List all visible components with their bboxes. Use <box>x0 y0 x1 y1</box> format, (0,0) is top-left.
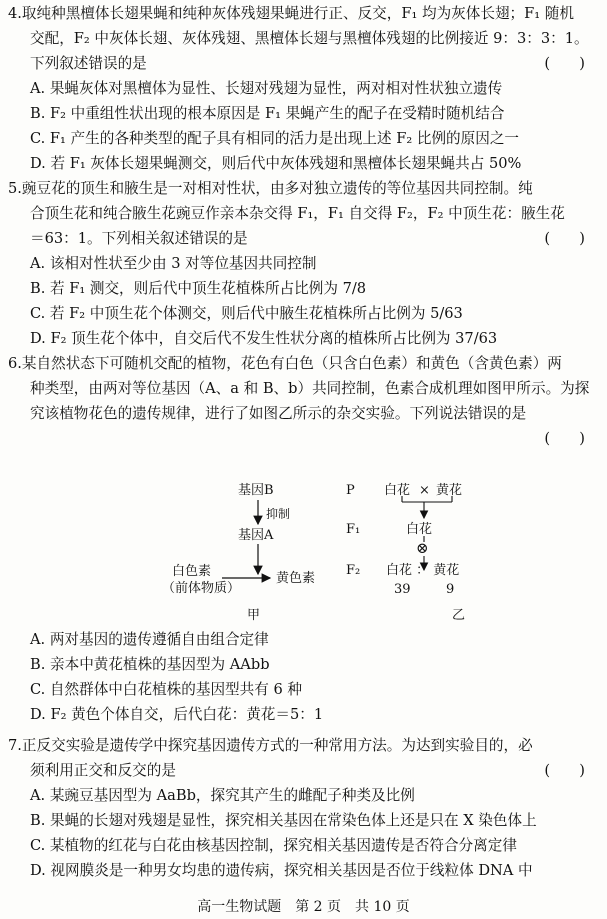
yellow-pigment-label: 黄色素 <box>276 571 316 586</box>
f2-generation-label: F₂ <box>346 563 361 578</box>
gene-b-label: 基因B <box>238 483 274 498</box>
q5-answer-blank: ( ) <box>544 230 585 247</box>
figure-a-caption: 甲 <box>247 608 261 623</box>
q7-line-2 <box>30 759 599 783</box>
q7-option-d: D. 视网膜炎是一种男女均患的遗传病，探究相关基因是否位于线粒体 DNA 中 <box>30 862 533 879</box>
q5-line-2: 合顶生花和纯合腋生花豌豆作亲本杂交得 F₁，F₁ 自交得 F₂，F₂ 中顶生花：腋生花 <box>30 205 565 222</box>
q4-option-b: B. F₂ 中重组性状出现的根本原因是 F₁ 果蝇产生的配子在受精时随机结合 <box>30 105 505 122</box>
q4-line-1: 4.取纯种黑檀体长翅果蝇和纯种灰体残翅果蝇进行正、反交，F₁ 均为灰体长翅；F₁ 随机 <box>8 5 574 22</box>
q7-option-a: A. 某豌豆基因型为 AaBb，探究其产生的雌配子种类及比例 <box>30 787 415 804</box>
q5-line-1: 5.豌豆花的顶生和腋生是一对相对性状，由多对独立遗传的等位基因共同控制。纯 <box>8 180 533 197</box>
q4-option-c: C. F₁ 产生的各种类型的配子具有相同的活力是出现上述 F₂ 比例的原因之一 <box>30 130 520 147</box>
q7-stem-end: 须利用正交和反交的是 <box>30 762 176 779</box>
q6-option-b: B. 亲本中黄花植株的基因型为 AAbb <box>30 656 270 673</box>
q6-line-1: 6.某自然状态下可随机交配的植物，花色有白色（只含白色素）和黄色（含黄色素）两 <box>8 355 562 372</box>
q6-option-d: D. F₂ 黄色个体自交，后代白花：黄花＝5：1 <box>30 706 324 723</box>
q7-option-c: C. 某植物的红花与白花由核基因控制，探究相关基因遗传是否符合分离定律 <box>30 837 517 854</box>
q4-stem-end: 下列叙述错误的是 <box>30 55 147 72</box>
selfing-symbol: ⊗ <box>416 539 429 557</box>
q4-option-d: D. 若 F₁ 灰体长翅果蝇测交，则后代中灰体残翅和黑檀体长翅果蝇共占 50% <box>30 155 522 172</box>
q5-line-3 <box>30 227 599 251</box>
q5-option-a: A. 该相对性状至少由 3 对等位基因共同控制 <box>30 255 317 272</box>
f2-phenotype-ratio: 白花 ： 黄花 <box>386 563 460 578</box>
p-yellow-flower: 黄花 <box>436 483 463 498</box>
q5-option-d: D. F₂ 顶生花个体中，自交后代不发生性状分离的植株所占比例为 37/63 <box>30 330 498 347</box>
cross-symbol: × <box>419 483 430 498</box>
q6-option-c: C. 自然群体中白花植株的基因型共有 6 种 <box>30 681 302 698</box>
q7-option-b: B. 果蝇的长翅对残翅是显性，探究相关基因在常染色体上还是只在 X 染色体上 <box>30 812 537 829</box>
inhibit-label: 抑制 <box>266 507 291 521</box>
q5-option-c: C. 若 F₂ 中顶生花个体测交，则后代中腋生花植株所占比例为 5/63 <box>30 305 463 322</box>
figure-arrows <box>0 478 607 628</box>
q6-line-3: 究该植物花色的遗传规律，进行了如图乙所示的杂交实验。下列说法错误的是 <box>30 405 527 422</box>
page-footer: 高一生物试题 第 2 页 共 10 页 <box>197 899 410 915</box>
q6-figures <box>0 478 607 628</box>
q4-line-3 <box>30 52 599 76</box>
q5-option-b: B. 若 F₁ 测交，则后代中顶生花植株所占比例为 7/8 <box>30 280 367 297</box>
f2-white-count: 39 <box>394 582 411 597</box>
q7-line-1: 7.正反交实验是遗传学中探究基因遗传方式的一种常用方法。为达到实验目的，必 <box>8 737 533 754</box>
p-white-flower: 白花 <box>384 483 411 498</box>
q4-answer-blank: ( ) <box>544 55 585 72</box>
figure-b-caption: 乙 <box>452 608 466 623</box>
f1-generation-label: F₁ <box>346 522 361 537</box>
q6-line-2: 种类型，由两对等位基因（A、a 和 B、b）共同控制，色素合成机理如图甲所示。为探 <box>30 380 590 397</box>
q6-option-a: A. 两对基因的遗传遵循自由组合定律 <box>30 631 269 648</box>
f1-white-flower: 白花 <box>406 522 433 537</box>
p-generation-label: P <box>346 483 355 498</box>
q7-answer-blank: ( ) <box>544 762 585 779</box>
f2-yellow-count: 9 <box>446 582 455 597</box>
q6-answer-blank: ( ) <box>544 430 585 447</box>
gene-a-label: 基因A <box>238 528 274 543</box>
q4-option-a: A. 果蝇灰体对黑檀体为显性、长翅对残翅为显性，两对相对性状独立遗传 <box>30 80 503 97</box>
q4-line-2: 交配，F₂ 中灰体长翅、灰体残翅、黑檀体长翅与黑檀体残翅的比例接近 9：3：3：1。 <box>30 30 589 47</box>
q5-stem-end: ＝63：1。下列相关叙述错误的是 <box>30 230 248 247</box>
precursor-label: （前体物质） <box>162 581 241 596</box>
white-pigment-label: 白色素 <box>172 564 212 579</box>
